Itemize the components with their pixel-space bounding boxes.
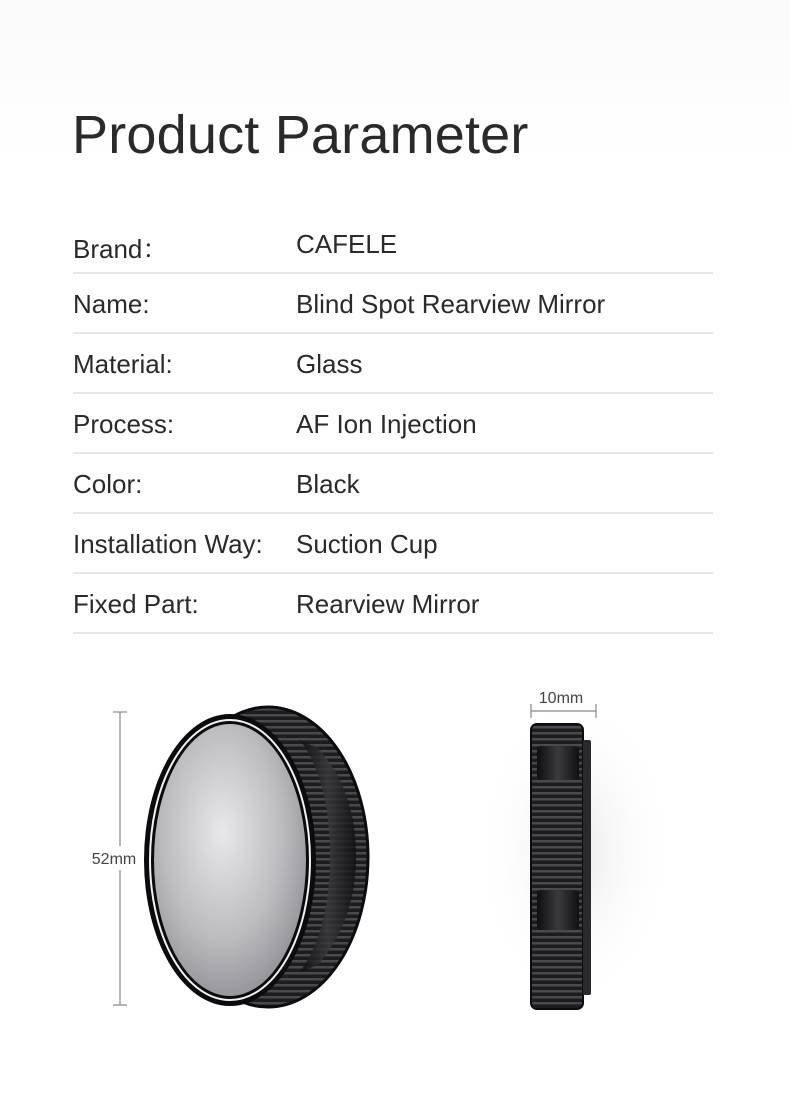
param-value: Blind Spot Rearview Mirror: [296, 289, 606, 319]
param-value: Glass: [296, 349, 363, 379]
param-label: Color:: [73, 469, 143, 499]
param-row-fixed-part: [73, 574, 713, 634]
parameter-table: [73, 214, 713, 634]
mirror-front-view: [144, 707, 368, 1007]
product-dimension-figure: [0, 660, 790, 1080]
mirror-side-view: [531, 724, 591, 1009]
param-value: Suction Cup: [296, 529, 438, 559]
thickness-dimension-label: 10mm: [538, 690, 584, 707]
param-label: Fixed Part:: [73, 589, 199, 619]
param-label: Name:: [73, 289, 150, 319]
param-label: Material:: [73, 349, 173, 379]
param-label: Installation Way:: [73, 529, 263, 559]
param-value: CAFELE: [296, 229, 398, 259]
param-value: Rearview Mirror: [296, 589, 480, 619]
param-label: Brand：: [73, 234, 169, 264]
param-value: Black: [296, 469, 360, 499]
param-row-color: [73, 454, 713, 514]
height-dimension-label: 52mm: [91, 851, 137, 868]
param-label: Process:: [73, 409, 175, 439]
param-row-name: [73, 274, 713, 334]
param-value: AF Ion Injection: [296, 409, 477, 439]
param-row-process: [73, 394, 713, 454]
page-title: Product Parameter: [72, 105, 529, 165]
param-row-installation-way: [73, 514, 713, 574]
param-row-brand: [73, 214, 713, 274]
param-row-material: [73, 334, 713, 394]
